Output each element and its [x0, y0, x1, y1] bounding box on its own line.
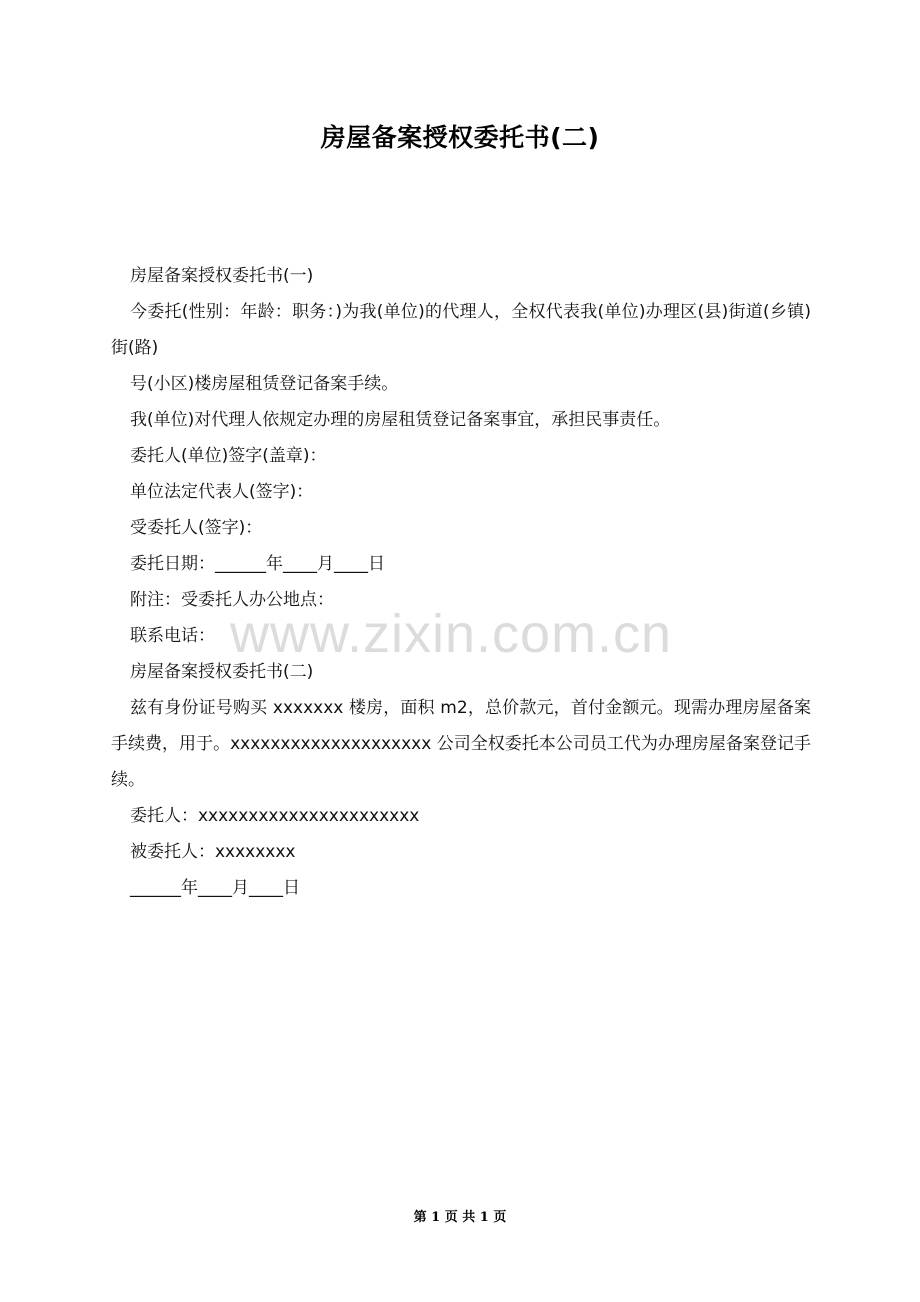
paragraph: 兹有身份证号购买 xxxxxxx 楼房，面积 m2，总价款元，首付金额元。现需办理房屋备案手续费，用于。xxxxxxxxxxxxxxxxxxxx 公司全权委托本公司员工代为办理房屋备案登记手续。 — [111, 698, 811, 790]
paragraph: 房屋备案授权委托书(二) — [130, 662, 314, 682]
page-footer: 第 1 页 共 1 页 — [413, 1210, 507, 1225]
paragraph: 委托日期：______年____月____日 — [130, 554, 385, 574]
paragraph: 联系电话： — [130, 626, 215, 646]
paragraph: 附注：受委托人办公地点： — [130, 590, 334, 610]
paragraph: 今委托(性别：年龄：职务：)为我(单位)的代理人，全权代表我(单位)办理区(县)街道(乡镇)街(路) — [111, 302, 811, 358]
paragraph: 房屋备案授权委托书(一) — [130, 266, 314, 286]
document-title: 房屋备案授权委托书(二) — [320, 123, 600, 152]
paragraph: 委托人：xxxxxxxxxxxxxxxxxxxxxx — [130, 806, 420, 826]
document-body — [111, 258, 811, 906]
paragraph: 受委托人(签字)： — [130, 518, 263, 538]
watermark: www.zixin.com.cn — [230, 604, 673, 664]
paragraph: 委托人(单位)签字(盖章)： — [130, 446, 327, 466]
paragraph: ______年____月____日 — [130, 878, 300, 898]
paragraph: 号(小区)楼房屋租赁登记备案手续。 — [130, 374, 399, 394]
paragraph: 单位法定代表人(签字)： — [130, 482, 314, 502]
paragraph: 我(单位)对代理人依规定办理的房屋租赁登记备案事宜，承担民事责任。 — [130, 410, 671, 430]
paragraph: 被委托人：xxxxxxxx — [130, 842, 296, 862]
